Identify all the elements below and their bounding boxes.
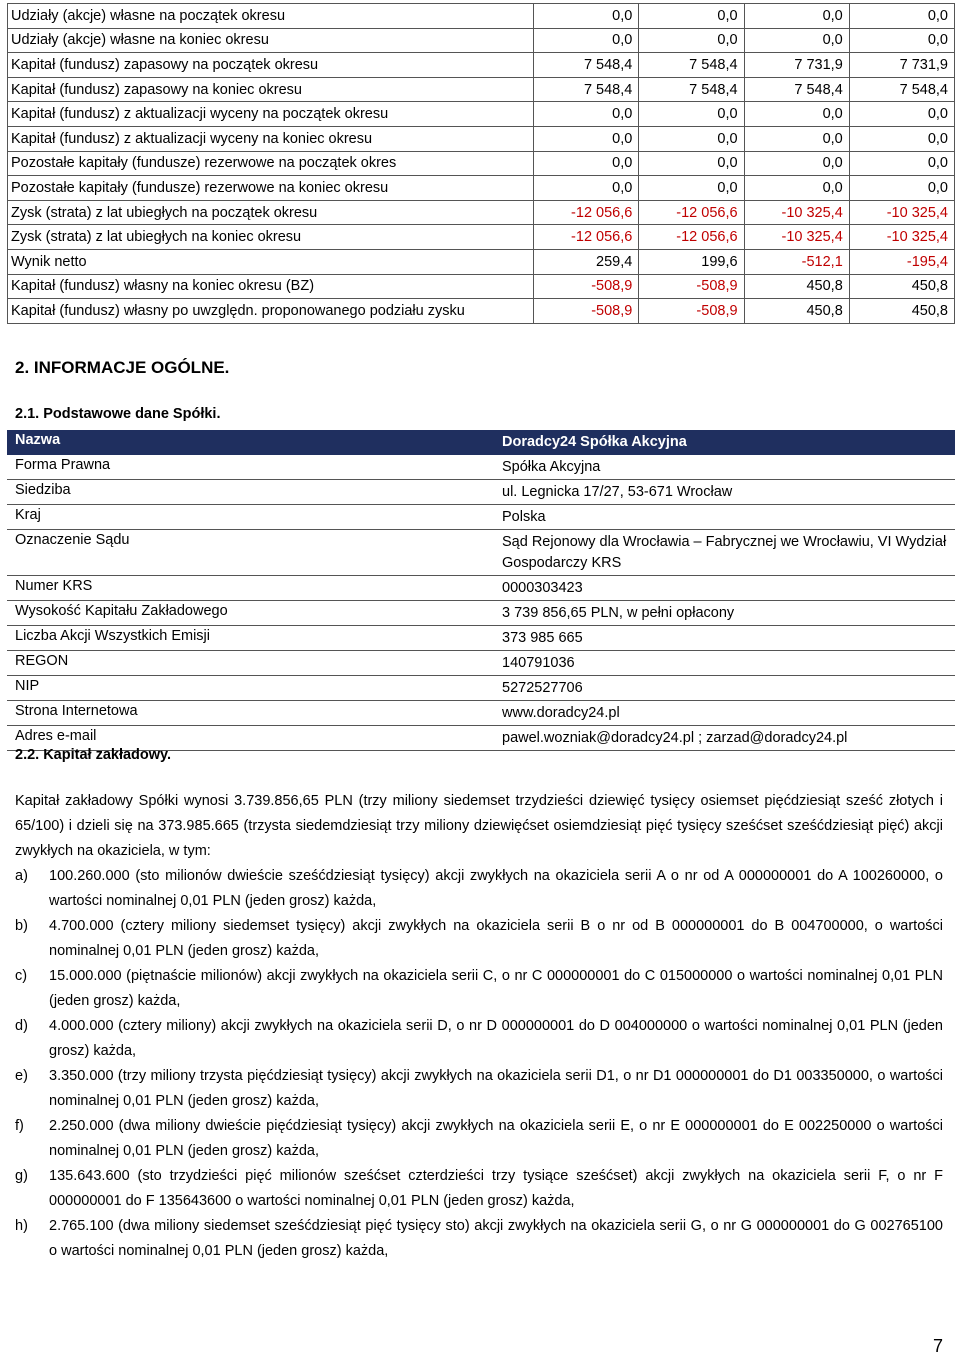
value-cell: 0,0 bbox=[534, 28, 639, 53]
company-data-row bbox=[7, 626, 955, 651]
field-value: Spółka Akcyjna bbox=[502, 459, 601, 475]
row-label: Udziały (akcje) własne na koniec okresu bbox=[8, 28, 534, 53]
table-row bbox=[8, 200, 955, 225]
company-data-row bbox=[7, 576, 955, 601]
value-cell: 0,0 bbox=[744, 28, 849, 53]
list-text: 2.765.100 (dwa miliony siedemset sześćdziesiąt pięć tysięcy sto) akcji zwykłych na okaziciela serii G, o nr G 000000001 do G 002765100 o wartości nominalnej 0,01 PLN (jeden grosz) każda, bbox=[49, 1218, 943, 1259]
table-row bbox=[8, 274, 955, 299]
list-text: 100.260.000 (sto milionów dwieście sześćdziesiąt tysięcy) akcji zwykłych na okaziciela serii A o nr od A 000000001 do A 100260000, o wartości nominalnej 0,01 PLN (jeden grosz) każda, bbox=[49, 868, 943, 909]
list-marker: a) bbox=[15, 868, 28, 884]
list-marker: g) bbox=[15, 1168, 28, 1184]
table-row bbox=[8, 249, 955, 274]
value-cell: 0,0 bbox=[534, 4, 639, 29]
value-cell: -508,9 bbox=[639, 299, 744, 324]
value-cell: 259,4 bbox=[534, 249, 639, 274]
value-cell: 0,0 bbox=[639, 151, 744, 176]
field-label: Wysokość Kapitału Zakładowego bbox=[15, 603, 228, 619]
value-cell: -12 056,6 bbox=[534, 225, 639, 250]
field-label: Numer KRS bbox=[15, 578, 93, 594]
field-value: Polska bbox=[502, 509, 546, 525]
list-marker: c) bbox=[15, 968, 28, 984]
value-cell: 0,0 bbox=[534, 102, 639, 127]
value-cell: 450,8 bbox=[744, 299, 849, 324]
equity-changes-table bbox=[7, 3, 955, 324]
value-cell: 450,8 bbox=[744, 274, 849, 299]
row-label: Kapitał (fundusz) zapasowy na koniec okresu bbox=[8, 77, 534, 102]
list-item bbox=[15, 864, 943, 914]
list-text: 135.643.600 (sto trzydzieści pięć milionów sześćset czterdzieści trzy tysiące sześćset) akcji zwykłych na okaziciela serii F, o nr F 000000001 do F 135643600 o wartości nominalnej 0,01 PLN (jeden grosz) każda, bbox=[49, 1168, 943, 1209]
list-marker: h) bbox=[15, 1218, 28, 1234]
table-row bbox=[8, 102, 955, 127]
value-cell: 7 731,9 bbox=[849, 53, 954, 78]
field-value: Doradcy24 Spółka Akcyjna bbox=[502, 434, 687, 450]
value-cell: 0,0 bbox=[849, 151, 954, 176]
field-label: Liczba Akcji Wszystkich Emisji bbox=[15, 628, 210, 644]
value-cell: 7 548,4 bbox=[534, 53, 639, 78]
field-label: Strona Internetowa bbox=[15, 703, 138, 719]
share-capital-intro: Kapitał zakładowy Spółki wynosi 3.739.856,65 PLN (trzy miliony siedemset trzydzieści dziewięć tysięcy osiemset pięćdziesiąt sześć złotych i 65/100) i dzieli się na 373.985.665 (trzysta siedemdziesiąt trzy miliony dziewięćset osiemdziesiąt pięć tysięcy sześćset sześćdziesiąt pięć) akcji zwykłych na okaziciela, w tym: bbox=[15, 793, 943, 859]
row-label: Kapitał (fundusz) z aktualizacji wyceny na koniec okresu bbox=[8, 126, 534, 151]
field-value: www.doradcy24.pl bbox=[502, 705, 620, 721]
row-label: Pozostałe kapitały (fundusze) rezerwowe na koniec okresu bbox=[8, 176, 534, 201]
company-header-row bbox=[7, 430, 955, 455]
value-cell: -10 325,4 bbox=[744, 200, 849, 225]
subsection-share-capital-title: 2.2. Kapitał zakładowy. bbox=[15, 747, 172, 763]
list-item bbox=[15, 1014, 943, 1064]
list-item bbox=[15, 964, 943, 1014]
company-data-row bbox=[7, 530, 955, 576]
field-value: ul. Legnicka 17/27, 53-671 Wrocław bbox=[502, 484, 733, 500]
list-marker: b) bbox=[15, 918, 28, 934]
value-cell: 0,0 bbox=[849, 176, 954, 201]
value-cell: 7 548,4 bbox=[534, 77, 639, 102]
field-value: pawel.wozniak@doradcy24.pl ; zarzad@doradcy24.pl bbox=[502, 730, 848, 746]
table-row bbox=[8, 126, 955, 151]
field-label: REGON bbox=[15, 653, 69, 669]
row-label: Wynik netto bbox=[8, 249, 534, 274]
company-data-row bbox=[7, 676, 955, 701]
value-cell: -12 056,6 bbox=[639, 225, 744, 250]
list-text: 4.000.000 (cztery miliony) akcji zwykłych na okaziciela serii D, o nr D 000000001 do D 004000000 o wartości nominalnej 0,01 PLN (jeden grosz) każda, bbox=[49, 1018, 943, 1059]
company-data-row bbox=[7, 480, 955, 505]
list-text: 2.250.000 (dwa miliony dwieście pięćdziesiąt tysięcy) akcji zwykłych na okaziciela serii E, o nr E 000000001 do E 002250000 o wartości nominalnej 0,01 PLN (jeden grosz) każda, bbox=[49, 1118, 943, 1159]
list-item bbox=[15, 1064, 943, 1114]
value-cell: 0,0 bbox=[744, 102, 849, 127]
value-cell: 0,0 bbox=[744, 151, 849, 176]
row-label: Zysk (strata) z lat ubiegłych na koniec okresu bbox=[8, 225, 534, 250]
subsection-basic-data-title: 2.1. Podstawowe dane Spółki. bbox=[15, 406, 221, 422]
value-cell: 0,0 bbox=[639, 176, 744, 201]
value-cell: 0,0 bbox=[849, 4, 954, 29]
field-label: Forma Prawna bbox=[15, 457, 111, 473]
value-cell: -512,1 bbox=[744, 249, 849, 274]
field-label: Siedziba bbox=[15, 482, 71, 498]
row-label: Kapitał (fundusz) własny po uwzględn. proponowanego podziału zysku bbox=[8, 299, 534, 324]
value-cell: 0,0 bbox=[639, 102, 744, 127]
value-cell: 0,0 bbox=[534, 176, 639, 201]
equity-changes-body bbox=[8, 4, 955, 324]
page-number: 7 bbox=[932, 1336, 943, 1356]
value-cell: 450,8 bbox=[849, 299, 954, 324]
list-item bbox=[15, 914, 943, 964]
value-cell: 7 731,9 bbox=[744, 53, 849, 78]
table-row bbox=[8, 299, 955, 324]
value-cell: -508,9 bbox=[534, 299, 639, 324]
value-cell: 0,0 bbox=[639, 28, 744, 53]
field-value: Sąd Rejonowy dla Wrocławia – Fabrycznej we Wrocławiu, VI Wydział Gospodarczy KRS bbox=[502, 534, 947, 571]
field-value: 140791036 bbox=[502, 655, 575, 671]
field-label: Oznaczenie Sądu bbox=[15, 532, 130, 548]
field-label: NIP bbox=[15, 678, 40, 694]
table-row bbox=[8, 77, 955, 102]
table-row bbox=[8, 28, 955, 53]
row-label: Kapitał (fundusz) z aktualizacji wyceny na początek okresu bbox=[8, 102, 534, 127]
list-text: 15.000.000 (piętnaście milionów) akcji zwykłych na okaziciela serii C, o nr C 000000001 do C 015000000 o wartości nominalnej 0,01 PLN (jeden grosz) każda, bbox=[49, 968, 943, 1009]
value-cell: 0,0 bbox=[639, 4, 744, 29]
table-row bbox=[8, 4, 955, 29]
row-label: Kapitał (fundusz) zapasowy na początek okresu bbox=[8, 53, 534, 78]
list-item bbox=[15, 1114, 943, 1164]
value-cell: 0,0 bbox=[849, 102, 954, 127]
value-cell: 7 548,4 bbox=[639, 53, 744, 78]
value-cell: 0,0 bbox=[849, 28, 954, 53]
field-value: 5272527706 bbox=[502, 680, 583, 696]
table-row bbox=[8, 176, 955, 201]
value-cell: 0,0 bbox=[744, 176, 849, 201]
list-marker: f) bbox=[15, 1118, 24, 1134]
field-value: 373 985 665 bbox=[502, 630, 583, 646]
value-cell: 0,0 bbox=[744, 4, 849, 29]
value-cell: 0,0 bbox=[534, 126, 639, 151]
value-cell: 0,0 bbox=[744, 126, 849, 151]
value-cell: -12 056,6 bbox=[534, 200, 639, 225]
table-row bbox=[8, 53, 955, 78]
section-title: 2. INFORMACJE OGÓLNE. bbox=[15, 358, 230, 377]
row-label: Kapitał (fundusz) własny na koniec okresu (BZ) bbox=[8, 274, 534, 299]
company-data-row bbox=[7, 701, 955, 726]
table-row bbox=[8, 225, 955, 250]
value-cell: -10 325,4 bbox=[744, 225, 849, 250]
value-cell: -508,9 bbox=[534, 274, 639, 299]
value-cell: -195,4 bbox=[849, 249, 954, 274]
list-marker: e) bbox=[15, 1068, 28, 1084]
value-cell: -508,9 bbox=[639, 274, 744, 299]
list-marker: d) bbox=[15, 1018, 28, 1034]
value-cell: 7 548,4 bbox=[639, 77, 744, 102]
value-cell: -10 325,4 bbox=[849, 225, 954, 250]
company-data-row bbox=[7, 505, 955, 530]
field-label: Nazwa bbox=[15, 432, 61, 448]
value-cell: 450,8 bbox=[849, 274, 954, 299]
value-cell: -12 056,6 bbox=[639, 200, 744, 225]
row-label: Pozostałe kapitały (fundusze) rezerwowe na początek okres bbox=[8, 151, 534, 176]
row-label: Zysk (strata) z lat ubiegłych na początek okresu bbox=[8, 200, 534, 225]
company-data-row bbox=[7, 651, 955, 676]
list-text: 3.350.000 (trzy miliony trzysta pięćdziesiąt tysięcy) akcji zwykłych na okaziciela serii D1, o nr D1 000000001 do D1 003350000, o wartości nominalnej 0,01 PLN (jeden grosz) każda, bbox=[49, 1068, 943, 1109]
table-row bbox=[8, 151, 955, 176]
field-label: Adres e-mail bbox=[15, 728, 97, 744]
company-data-row bbox=[7, 601, 955, 626]
value-cell: 199,6 bbox=[639, 249, 744, 274]
row-label: Udziały (akcje) własne na początek okresu bbox=[8, 4, 534, 29]
field-value: 0000303423 bbox=[502, 580, 583, 596]
value-cell: 0,0 bbox=[534, 151, 639, 176]
field-value: 3 739 856,65 PLN, w pełni opłacony bbox=[502, 605, 735, 621]
field-label: Kraj bbox=[15, 507, 41, 523]
company-data-row bbox=[7, 455, 955, 480]
list-item bbox=[15, 1164, 943, 1214]
value-cell: 0,0 bbox=[639, 126, 744, 151]
value-cell: 0,0 bbox=[849, 126, 954, 151]
value-cell: 7 548,4 bbox=[744, 77, 849, 102]
value-cell: -10 325,4 bbox=[849, 200, 954, 225]
company-data-table bbox=[7, 430, 955, 751]
value-cell: 7 548,4 bbox=[849, 77, 954, 102]
list-text: 4.700.000 (cztery miliony siedemset tysięcy) akcji zwykłych na okaziciela serii B o nr od B 000000001 do B 004700000, o wartości nominalnej 0,01 PLN (jeden grosz) każda, bbox=[49, 918, 943, 959]
list-item bbox=[15, 1214, 943, 1264]
